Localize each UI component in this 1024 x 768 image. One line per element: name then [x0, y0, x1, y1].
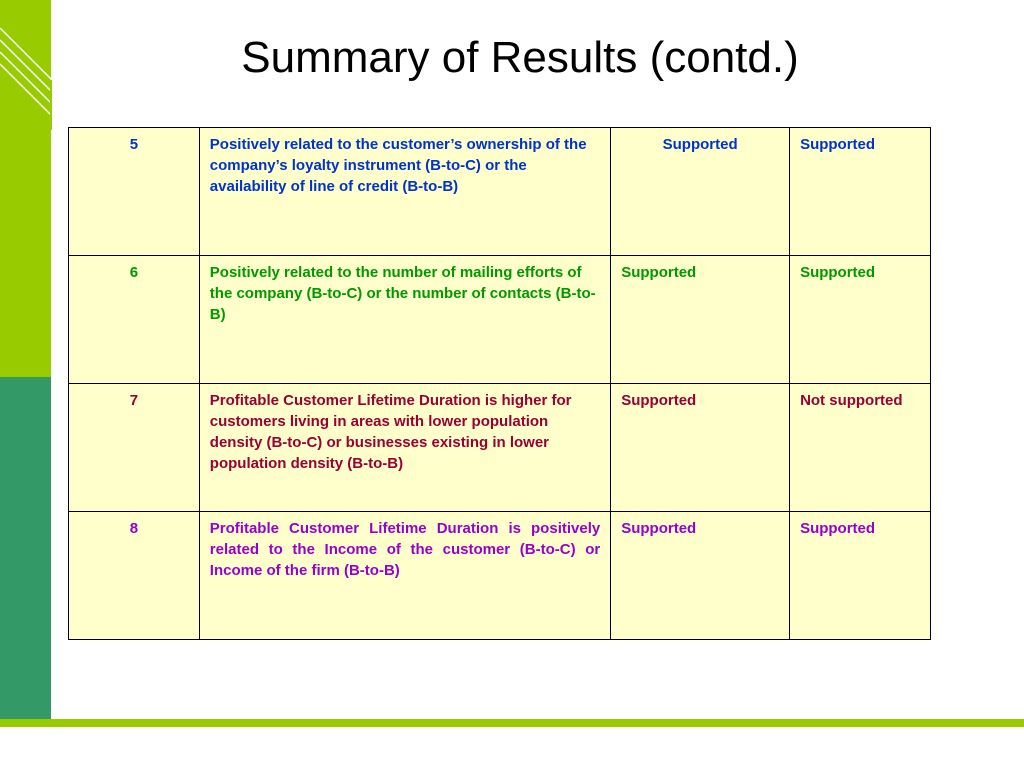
results-table — [68, 127, 931, 640]
hypothesis-text: Positively related to the number of mailing efforts of the company (B-to-C) or the number of contacts (B-to-B) — [199, 256, 610, 384]
slide-title: Summary of Results (contd.) — [241, 33, 799, 82]
result-b2b: Not supported — [790, 384, 931, 512]
result-b2b: Supported — [790, 128, 931, 256]
table-row — [69, 384, 931, 512]
result-b2b: Supported — [790, 256, 931, 384]
result-b2b: Supported — [790, 512, 931, 640]
hypothesis-number: 6 — [69, 256, 200, 384]
left-accent-bar-bottom — [0, 377, 51, 720]
result-b2c: Supported — [611, 384, 790, 512]
bottom-accent-bar — [0, 719, 1024, 727]
result-b2c: Supported — [611, 128, 790, 256]
hypothesis-number: 8 — [69, 512, 200, 640]
table-row — [69, 256, 931, 384]
hypothesis-number: 7 — [69, 384, 200, 512]
table-row — [69, 128, 931, 256]
table-row — [69, 512, 931, 640]
result-b2c: Supported — [611, 512, 790, 640]
hypothesis-text: Profitable Customer Lifetime Duration is positively related to the Income of the customer (B-to-C) or Income of the firm (B-to-B) — [199, 512, 610, 640]
result-b2c: Supported — [611, 256, 790, 384]
hypothesis-text: Positively related to the customer’s ownership of the company’s loyalty instrument (B-to-C) or the availability of line of credit (B-to-B) — [199, 128, 610, 256]
hypothesis-text: Profitable Customer Lifetime Duration is higher for customers living in areas with lower population density (B-to-C) or businesses existing in lower population density (B-to-B) — [199, 384, 610, 512]
hypothesis-number: 5 — [69, 128, 200, 256]
